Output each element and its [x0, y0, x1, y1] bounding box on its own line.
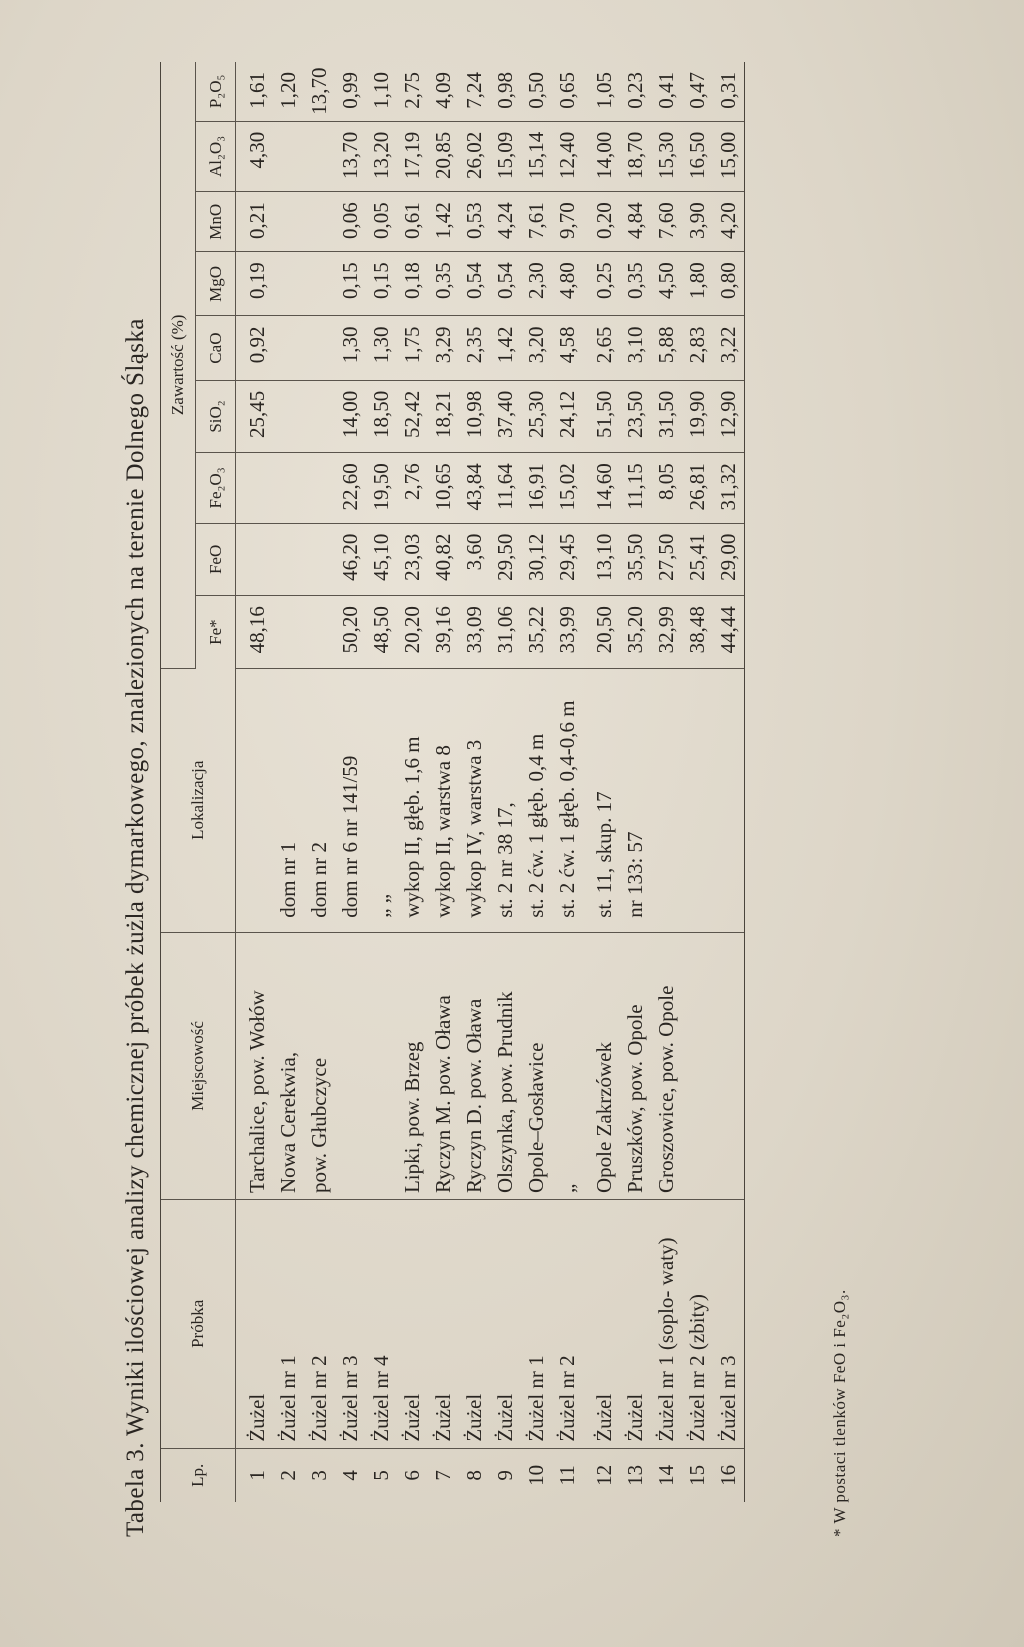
- table-header: [161, 62, 236, 1502]
- cell-probka: Żużel nr 1: [273, 1200, 304, 1449]
- header-mno: MnO: [196, 192, 236, 252]
- cell-mno: [273, 192, 304, 252]
- cell-mgo: [273, 252, 304, 316]
- cell-miejscowosc: „: [552, 932, 583, 1199]
- cell-sio2: 25,30: [521, 380, 552, 453]
- cell-lp: 15: [685, 1464, 709, 1486]
- cell-sio2: 19,90: [682, 380, 713, 453]
- cell-probka: Żużel nr 2: [552, 1200, 583, 1449]
- cell-al2o3: 17,19: [397, 121, 428, 191]
- cell-lp: 16: [713, 1448, 745, 1502]
- header-fe2o3: Fe₂O₃: [196, 453, 236, 523]
- header-sio2: SiO₂: [196, 380, 236, 453]
- cell-sio2: 24,12: [552, 380, 583, 453]
- cell-p2o5: 0,65: [552, 62, 583, 121]
- cell-miejscowosc: [682, 932, 713, 1199]
- cell-cao: 5,88: [651, 316, 682, 380]
- cell-sio2: 52,42: [397, 380, 428, 453]
- cell-sio2: 14,00: [335, 380, 366, 453]
- cell-p2o5: 2,75: [397, 62, 428, 121]
- cell-al2o3: 16,50: [682, 121, 713, 191]
- cell-fe2o3: 26,81: [682, 453, 713, 523]
- cell-mno: 7,61: [521, 192, 552, 252]
- cell-sio2: 18,21: [428, 380, 459, 453]
- cell-fe2o3: 19,50: [366, 453, 397, 523]
- cell-p2o5: 0,41: [651, 62, 682, 121]
- header-p2o5: P₂O₅: [196, 62, 236, 121]
- cell-miejscowosc: Ryczyn D. pow. Oława: [459, 932, 490, 1199]
- cell-mno: 0,53: [459, 192, 490, 252]
- cell-fe: 32,99: [651, 596, 682, 669]
- cell-cao: 2,83: [682, 316, 713, 380]
- cell-al2o3: [273, 121, 304, 191]
- table-row: [273, 62, 304, 1502]
- cell-feo: 40,82: [428, 523, 459, 596]
- cell-fe2o3: 2,76: [397, 453, 428, 523]
- cell-lokalizacja: [236, 668, 274, 932]
- cell-miejscowosc: Ryczyn M. pow. Oława: [428, 932, 459, 1199]
- cell-mgo: 0,15: [335, 252, 366, 316]
- cell-lokalizacja: wykop II, głęb. 1,6 m: [397, 668, 428, 932]
- cell-lokalizacja: dom nr 1: [273, 668, 304, 932]
- cell-al2o3: 13,20: [366, 121, 397, 191]
- cell-mgo: 4,80: [552, 252, 583, 316]
- cell-mgo: 2,30: [521, 252, 552, 316]
- cell-probka: Żużel: [490, 1200, 521, 1449]
- cell-fe: 38,48: [682, 596, 713, 669]
- cell-mno: 4,20: [713, 192, 745, 252]
- cell-cao: 2,35: [459, 316, 490, 380]
- table-row: [236, 62, 274, 1502]
- cell-lokalizacja: „ „: [366, 668, 397, 932]
- cell-probka: Żużel nr 2: [304, 1200, 335, 1449]
- cell-mno: 1,42: [428, 192, 459, 252]
- cell-p2o5: 13,70: [304, 62, 335, 121]
- cell-lp: 14: [654, 1464, 678, 1486]
- cell-fe2o3: 11,64: [490, 453, 521, 523]
- cell-fe: 20,20: [397, 596, 428, 669]
- cell-feo: 25,41: [682, 523, 713, 596]
- cell-cao: 3,10: [620, 316, 651, 380]
- cell-cao: 1,30: [366, 316, 397, 380]
- cell-miejscowosc: Olszynka, pow. Prudnik: [490, 932, 521, 1199]
- cell-al2o3: 13,70: [335, 121, 366, 191]
- cell-fe: 35,20: [620, 596, 651, 669]
- cell-mgo: 0,25: [583, 252, 620, 316]
- cell-fe2o3: [273, 453, 304, 523]
- cell-fe: 44,44: [713, 596, 745, 669]
- table-row: [713, 62, 745, 1502]
- cell-mgo: 4,50: [651, 252, 682, 316]
- cell-mno: 0,06: [335, 192, 366, 252]
- table-row: [682, 62, 713, 1502]
- cell-p2o5: 7,24: [459, 62, 490, 121]
- table-row: [490, 62, 521, 1502]
- cell-sio2: 51,50: [583, 380, 620, 453]
- cell-cao: 1,30: [335, 316, 366, 380]
- cell-fe2o3: 16,91: [521, 453, 552, 523]
- table-row: [397, 62, 428, 1502]
- cell-mgo: [304, 252, 335, 316]
- cell-cao: 4,58: [552, 316, 583, 380]
- cell-p2o5: 1,61: [236, 62, 274, 121]
- cell-p2o5: 0,99: [335, 62, 366, 121]
- header-miejscowosc: Miejscowość: [161, 932, 236, 1199]
- cell-mno: 7,60: [651, 192, 682, 252]
- cell-mno: 9,70: [552, 192, 583, 252]
- cell-p2o5: 1,20: [273, 62, 304, 121]
- cell-fe: 33,09: [459, 596, 490, 669]
- cell-fe2o3: 43,84: [459, 453, 490, 523]
- cell-lokalizacja: st. 2 ćw. 1 głęb. 0,4 m: [521, 668, 552, 932]
- cell-miejscowosc: Groszowice, pow. Opole: [651, 932, 682, 1199]
- cell-cao: 2,65: [583, 316, 620, 380]
- cell-probka: Żużel: [583, 1200, 620, 1449]
- cell-feo: 29,50: [490, 523, 521, 596]
- cell-lp: 6: [400, 1470, 424, 1481]
- cell-feo: 23,03: [397, 523, 428, 596]
- cell-fe: 48,50: [366, 596, 397, 669]
- cell-cao: 3,20: [521, 316, 552, 380]
- cell-miejscowosc: Opole Zakrzówek: [583, 932, 620, 1199]
- cell-probka: Żużel nr 4: [366, 1200, 397, 1449]
- cell-mgo: 1,80: [682, 252, 713, 316]
- cell-lp: 1: [245, 1470, 269, 1481]
- cell-sio2: 37,40: [490, 380, 521, 453]
- cell-probka: Żużel: [428, 1200, 459, 1449]
- cell-mgo: 0,19: [236, 252, 274, 316]
- cell-sio2: [273, 380, 304, 453]
- cell-al2o3: 4,30: [236, 121, 274, 191]
- cell-lp: 5: [369, 1470, 393, 1481]
- cell-lp: 10: [524, 1464, 548, 1486]
- cell-probka: Żużel: [459, 1200, 490, 1449]
- cell-probka: Żużel: [397, 1200, 428, 1449]
- table-row: [366, 62, 397, 1502]
- cell-feo: 30,12: [521, 523, 552, 596]
- cell-lp: 13: [623, 1464, 647, 1486]
- cell-al2o3: 14,00: [583, 121, 620, 191]
- cell-al2o3: 20,85: [428, 121, 459, 191]
- cell-miejscowosc: Opole–Gosławice: [521, 932, 552, 1199]
- cell-fe2o3: 11,15: [620, 453, 651, 523]
- header-mgo: MgO: [196, 252, 236, 316]
- cell-lp: 3: [307, 1470, 331, 1481]
- cell-lp: 11: [555, 1465, 579, 1486]
- cell-al2o3: 15,09: [490, 121, 521, 191]
- table-row: [335, 62, 366, 1502]
- cell-cao: 3,29: [428, 316, 459, 380]
- cell-miejscowosc: Pruszków, pow. Opole: [620, 932, 651, 1199]
- cell-feo: [236, 523, 274, 596]
- cell-cao: 3,22: [713, 316, 745, 380]
- cell-al2o3: 18,70: [620, 121, 651, 191]
- cell-fe: 20,50: [583, 596, 620, 669]
- cell-lokalizacja: wykop IV, warstwa 3: [459, 668, 490, 932]
- cell-mgo: 0,54: [490, 252, 521, 316]
- cell-sio2: [304, 380, 335, 453]
- cell-al2o3: 26,02: [459, 121, 490, 191]
- cell-p2o5: 1,10: [366, 62, 397, 121]
- cell-lokalizacja: [713, 668, 745, 932]
- table-row: [651, 62, 682, 1502]
- cell-fe2o3: 10,65: [428, 453, 459, 523]
- header-probka: Próbka: [161, 1200, 236, 1449]
- header-lokalizacja: Lokalizacja: [161, 668, 236, 932]
- cell-mgo: 0,80: [713, 252, 745, 316]
- cell-feo: 46,20: [335, 523, 366, 596]
- header-fe: Fe*: [196, 596, 236, 669]
- header-feo: FeO: [196, 523, 236, 596]
- cell-fe2o3: 8,05: [651, 453, 682, 523]
- cell-fe2o3: [304, 453, 335, 523]
- cell-lokalizacja: wykop II, warstwa 8: [428, 668, 459, 932]
- cell-p2o5: 0,47: [682, 62, 713, 121]
- cell-feo: 13,10: [583, 523, 620, 596]
- cell-p2o5: 0,31: [713, 62, 745, 121]
- table-body: [236, 62, 745, 1502]
- cell-mno: 0,20: [583, 192, 620, 252]
- cell-cao: 0,92: [236, 316, 274, 380]
- cell-fe: 50,20: [335, 596, 366, 669]
- cell-lokalizacja: dom nr 2: [304, 668, 335, 932]
- cell-cao: [304, 316, 335, 380]
- cell-feo: 35,50: [620, 523, 651, 596]
- cell-lokalizacja: [651, 668, 682, 932]
- table-row: [428, 62, 459, 1502]
- cell-mno: 4,84: [620, 192, 651, 252]
- cell-lp: 7: [431, 1470, 455, 1481]
- cell-feo: [273, 523, 304, 596]
- cell-probka: Żużel: [236, 1200, 274, 1449]
- cell-mno: 0,61: [397, 192, 428, 252]
- cell-fe2o3: 15,02: [552, 453, 583, 523]
- cell-probka: Żużel nr 1: [521, 1200, 552, 1449]
- cell-probka: Żużel nr 3: [713, 1200, 745, 1449]
- cell-sio2: 10,98: [459, 380, 490, 453]
- cell-al2o3: 15,30: [651, 121, 682, 191]
- header-zawartosc: Zawartość (%): [161, 62, 196, 668]
- cell-cao: 1,75: [397, 316, 428, 380]
- cell-fe: 35,22: [521, 596, 552, 669]
- cell-mno: 4,24: [490, 192, 521, 252]
- table-row: [304, 62, 335, 1502]
- header-cao: CaO: [196, 316, 236, 380]
- cell-lokalizacja: [682, 668, 713, 932]
- cell-lp: 2: [276, 1470, 300, 1481]
- table-row: [521, 62, 552, 1502]
- cell-miejscowosc: Nowa Cerekwia,: [273, 932, 304, 1199]
- cell-mgo: 0,18: [397, 252, 428, 316]
- cell-miejscowosc: [335, 932, 366, 1199]
- cell-lp: 8: [462, 1470, 486, 1481]
- cell-al2o3: 15,14: [521, 121, 552, 191]
- cell-sio2: 23,50: [620, 380, 651, 453]
- cell-mno: 0,05: [366, 192, 397, 252]
- cell-p2o5: 1,05: [583, 62, 620, 121]
- cell-lokalizacja: st. 11, skup. 17: [583, 668, 620, 932]
- cell-mgo: 0,35: [428, 252, 459, 316]
- cell-mgo: 0,35: [620, 252, 651, 316]
- cell-sio2: 31,50: [651, 380, 682, 453]
- table-row: [620, 62, 651, 1502]
- cell-probka: Żużel nr 3: [335, 1200, 366, 1449]
- cell-probka: Żużel: [620, 1200, 651, 1449]
- cell-fe: [304, 596, 335, 669]
- cell-al2o3: 15,00: [713, 121, 745, 191]
- cell-mgo: 0,15: [366, 252, 397, 316]
- cell-fe2o3: 14,60: [583, 453, 620, 523]
- footnote: * W postaci tlenków FeO i Fe₂O₃.: [830, 1289, 849, 1537]
- cell-feo: [304, 523, 335, 596]
- cell-mgo: 0,54: [459, 252, 490, 316]
- cell-sio2: 25,45: [236, 380, 274, 453]
- cell-fe2o3: [236, 453, 274, 523]
- cell-sio2: 18,50: [366, 380, 397, 453]
- cell-mno: [304, 192, 335, 252]
- cell-mno: 0,21: [236, 192, 274, 252]
- cell-cao: [273, 316, 304, 380]
- cell-miejscowosc: [366, 932, 397, 1199]
- table-caption: Tabela 3. Wyniki ilościowej analizy chemicznej próbek żużla dymarkowego, znalezionych na terenie Dolnego Śląska: [122, 318, 149, 1537]
- cell-lokalizacja: nr 133: 57: [620, 668, 651, 932]
- cell-feo: 29,45: [552, 523, 583, 596]
- cell-miejscowosc: pow. Głubczyce: [304, 932, 335, 1199]
- cell-sio2: 12,90: [713, 380, 745, 453]
- cell-fe: [273, 596, 304, 669]
- cell-p2o5: 0,98: [490, 62, 521, 121]
- cell-lp: 12: [592, 1464, 616, 1486]
- cell-cao: 1,42: [490, 316, 521, 380]
- cell-probka: Żużel nr 1 (soplo- waty): [651, 1200, 682, 1449]
- cell-lp: 9: [493, 1470, 517, 1481]
- analysis-table: [160, 62, 745, 1502]
- header-al2o3: Al₂O₃: [196, 121, 236, 191]
- cell-miejscowosc: [713, 932, 745, 1199]
- cell-fe: 31,06: [490, 596, 521, 669]
- cell-fe: 33,99: [552, 596, 583, 669]
- cell-fe2o3: 31,32: [713, 453, 745, 523]
- cell-fe: 39,16: [428, 596, 459, 669]
- cell-lokalizacja: st. 2 ćw. 1 głęb. 0,4-0,6 m: [552, 668, 583, 932]
- cell-feo: 29,00: [713, 523, 745, 596]
- cell-p2o5: 0,50: [521, 62, 552, 121]
- cell-al2o3: [304, 121, 335, 191]
- cell-lokalizacja: dom nr 6 nr 141/59: [335, 668, 366, 932]
- table-row: [583, 62, 620, 1502]
- cell-probka: Żużel nr 2 (zbity): [682, 1200, 713, 1449]
- header-lp: Lp.: [161, 1448, 236, 1502]
- cell-mno: 3,90: [682, 192, 713, 252]
- cell-fe: 48,16: [236, 596, 274, 669]
- cell-feo: 3,60: [459, 523, 490, 596]
- cell-fe2o3: 22,60: [335, 453, 366, 523]
- cell-p2o5: 4,09: [428, 62, 459, 121]
- cell-miejscowosc: Lipki, pow. Brzeg: [397, 932, 428, 1199]
- cell-feo: 27,50: [651, 523, 682, 596]
- cell-feo: 45,10: [366, 523, 397, 596]
- table-row: [552, 62, 583, 1502]
- table-row: [459, 62, 490, 1502]
- cell-lp: 4: [338, 1470, 362, 1481]
- cell-lokalizacja: st. 2 nr 38 17,: [490, 668, 521, 932]
- cell-al2o3: 12,40: [552, 121, 583, 191]
- cell-p2o5: 0,23: [620, 62, 651, 121]
- cell-miejscowosc: Tarchalice, pow. Wołów: [236, 932, 274, 1199]
